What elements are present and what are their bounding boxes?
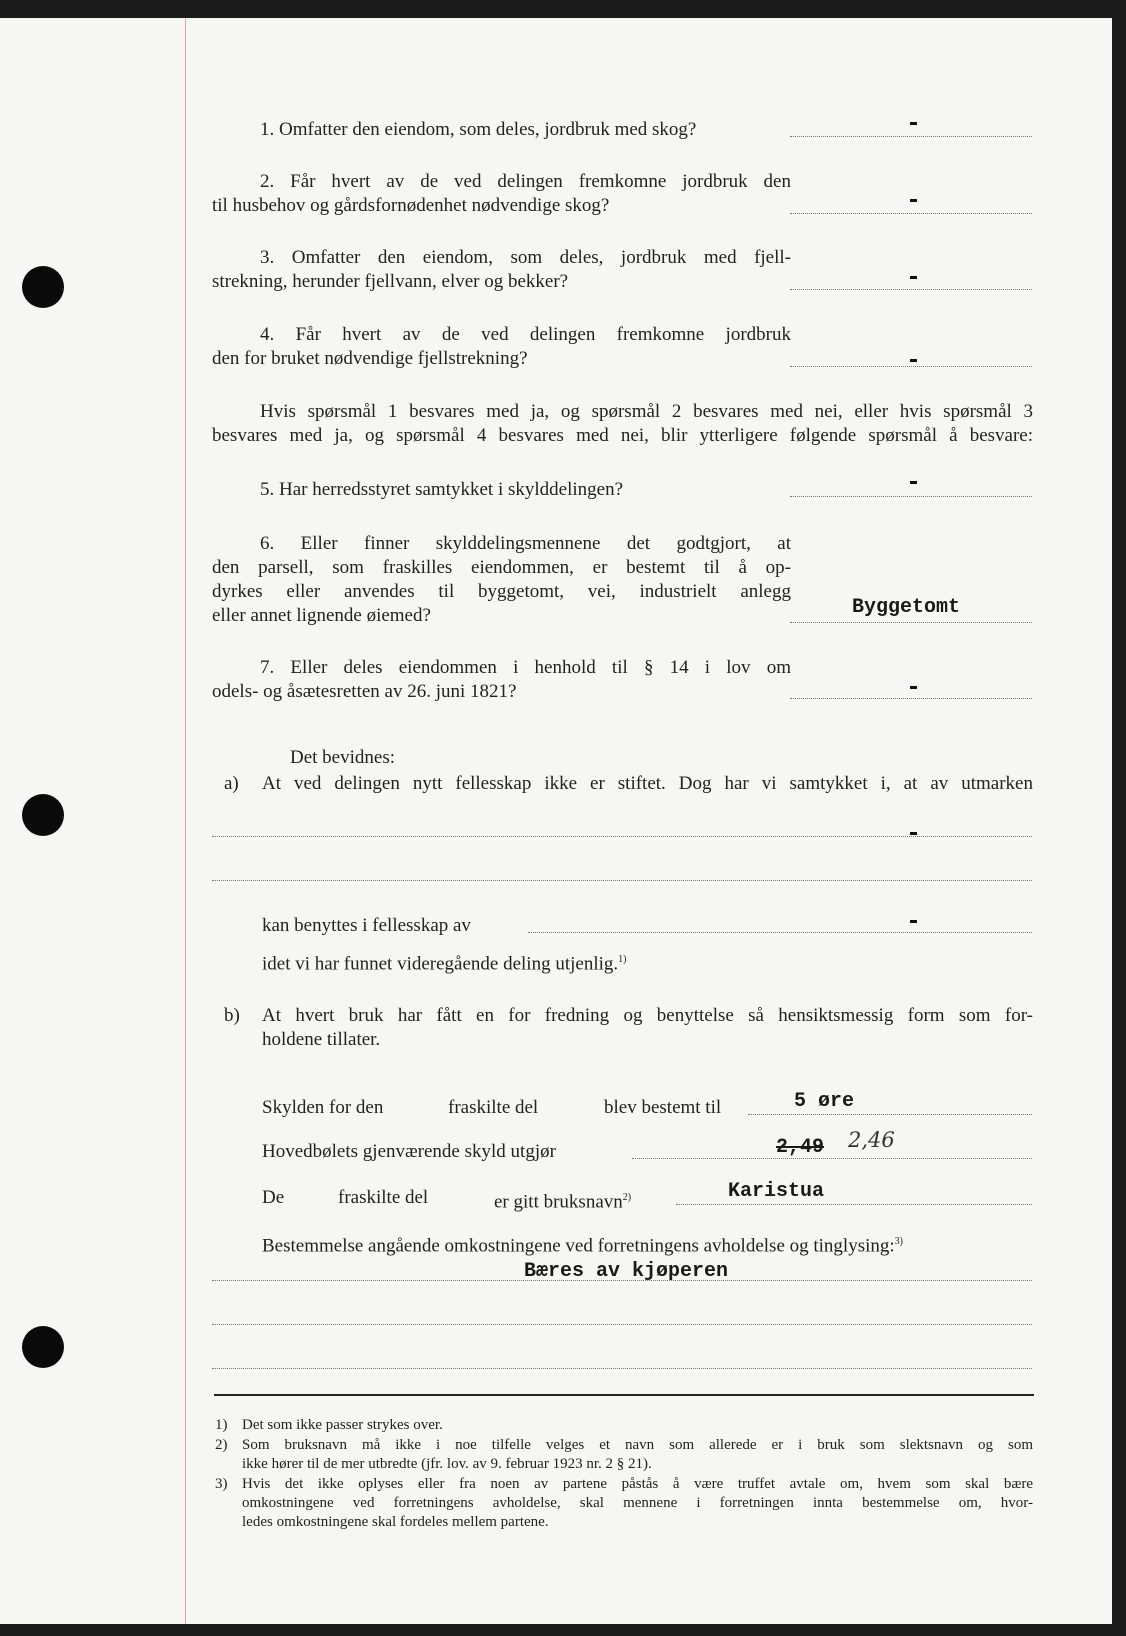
answer-dash-shared: [910, 920, 917, 923]
question-7-line-1: 7. Eller deles eiendommen i henhold til § 14 i lov om: [260, 657, 791, 678]
shared-use-label: kan benyttes i fellesskap av: [262, 915, 471, 936]
footnote-3-line-3: ledes omkostningene skal fordeles mellem partene.: [242, 1514, 549, 1530]
question-1: 1. Omfatter den eiendom, som deles, jordbruk med skog?: [260, 119, 697, 140]
answer-6-typed: Byggetomt: [852, 596, 961, 619]
item-a-text: At ved delingen nytt fellesskap ikke er stiftet. Dog har vi samtykket i, at av utmarken: [262, 773, 1033, 794]
form-page: [0, 18, 1112, 1624]
question-6-line-3: dyrkes eller anvendes til byggetomt, vei, industrielt anlegg: [212, 581, 791, 602]
footnote-3-line-2: omkostningene ved forretningens avholdelse, skal mennene i forretningen innta bestemmelse om, hvor-: [242, 1495, 1033, 1511]
answer-line-6: [790, 622, 1032, 623]
item-b-line-1: At hvert bruk har fått en for fredning og benyttelse så hensiktsmessig form som for-: [262, 1005, 1033, 1026]
answer-line-5: [790, 496, 1032, 497]
item-b-marker: b): [224, 1005, 240, 1026]
question-4-line-1: 4. Får hvert av de ved delingen fremkomne jordbruk: [260, 324, 791, 345]
costs-value-typed: Bæres av kjøperen: [524, 1260, 729, 1283]
name-label-3: er gitt bruksnavn$^{2)}$: [494, 1191, 632, 1213]
footnote-2-mark: 2): [215, 1437, 228, 1453]
footnote-2-line-1: Som bruksnavn må ikke i noe tilfelle velges et navn som allerede er i bruk som slektsnavn og som: [242, 1437, 1033, 1453]
question-5: 5. Har herredsstyret samtykket i skylddelingen?: [260, 479, 624, 500]
condition-line-2: besvares med ja, og spørsmål 4 besvares med nei, blir ytterligere følgende spørsmål å besvare:: [212, 425, 1033, 446]
skyld-value-typed: 5 øre: [794, 1090, 855, 1113]
question-7-line-2: odels- og åsætesretten av 26. juni 1821?: [212, 681, 517, 702]
question-2-line-2: til husbehov og gårdsfornødenhet nødvendige skog?: [212, 195, 610, 216]
footnote-3-line-1: Hvis det ikke oplyses eller fra noen av partene påstås å være truffet avtale om, hvem som skal bære: [242, 1476, 1033, 1492]
item-b-line-2: holdene tillater.: [262, 1029, 381, 1050]
question-6-line-4: eller annet lignende øiemed?: [212, 605, 431, 626]
fill-line: [212, 1324, 1032, 1325]
punch-hole: [22, 266, 64, 308]
fill-line: [676, 1204, 1032, 1205]
punch-hole: [22, 794, 64, 836]
fill-line: [632, 1158, 1032, 1159]
answer-dash-a: [910, 832, 917, 835]
footnote-3-mark: 3): [215, 1476, 228, 1492]
answer-line-1: [790, 136, 1032, 137]
answer-dash-7: [910, 686, 917, 689]
fill-line: [212, 836, 1032, 837]
fill-line: [528, 932, 1032, 933]
item-a-marker: a): [224, 773, 239, 794]
footnote-1-text: Det som ikke passer strykes over.: [242, 1417, 443, 1433]
answer-dash-5: [910, 481, 917, 484]
question-3-line-1: 3. Omfatter den eiendom, som deles, jordbruk med fjell-: [260, 247, 791, 268]
question-6-line-2: den parsell, som fraskilles eiendommen, er bestemt til å op-: [212, 557, 791, 578]
farm-name-typed: Karistua: [728, 1180, 825, 1203]
margin-rule: [185, 18, 186, 1624]
fill-line: [748, 1114, 1032, 1115]
question-6-line-1: 6. Eller finner skylddelingsmennene det godtgjort, at: [260, 533, 791, 554]
footnote-rule: [214, 1394, 1034, 1396]
certify-heading: Det bevidnes:: [290, 747, 396, 768]
answer-line-4: [790, 366, 1032, 367]
question-2-line-1: 2. Får hvert av de ved delingen fremkomne jordbruk den: [260, 171, 791, 192]
answer-line-3: [790, 289, 1032, 290]
skyld-label-2: fraskilte del: [448, 1097, 539, 1118]
name-label-2: fraskilte del: [338, 1187, 429, 1208]
footnote-1-mark: 1): [215, 1417, 228, 1433]
remaining-old-value: 2,49: [776, 1136, 825, 1159]
name-label-1: De: [262, 1187, 285, 1208]
remaining-new-handwritten: 2,46: [848, 1128, 895, 1152]
answer-dash-3: [910, 276, 917, 279]
costs-label: Bestemmelse angående omkostningene ved forretningens avholdelse og tinglysing:$^{3)}$: [262, 1235, 904, 1257]
skyld-label-3: blev bestemt til: [604, 1097, 722, 1118]
answer-dash-1: [910, 122, 917, 125]
question-4-line-2: den for bruket nødvendige fjellstrekning?: [212, 348, 528, 369]
question-3-line-2: strekning, herunder fjellvann, elver og bekker?: [212, 271, 569, 292]
answer-dash-4: [910, 359, 917, 362]
punch-hole: [22, 1326, 64, 1368]
remaining-skyld-label: Hovedbølets gjenværende skyld utgjør: [262, 1141, 556, 1162]
fill-line: [212, 880, 1032, 881]
footnote-2-line-2: ikke hører til de mer utbredte (jfr. lov. av 9. februar 1923 nr. 2 § 21).: [242, 1456, 652, 1472]
fill-line: [212, 1368, 1032, 1369]
answer-line-7: [790, 698, 1032, 699]
answer-dash-2: [910, 199, 917, 202]
condition-line-1: Hvis spørsmål 1 besvares med ja, og spørsmål 2 besvares med nei, eller hvis spørsmål 3: [260, 401, 1033, 422]
skyld-label-1: Skylden for den: [262, 1097, 384, 1118]
further-division-text: idet vi har funnet videregående deling utjenlig.$^{1)}$: [262, 953, 627, 975]
answer-line-2: [790, 213, 1032, 214]
